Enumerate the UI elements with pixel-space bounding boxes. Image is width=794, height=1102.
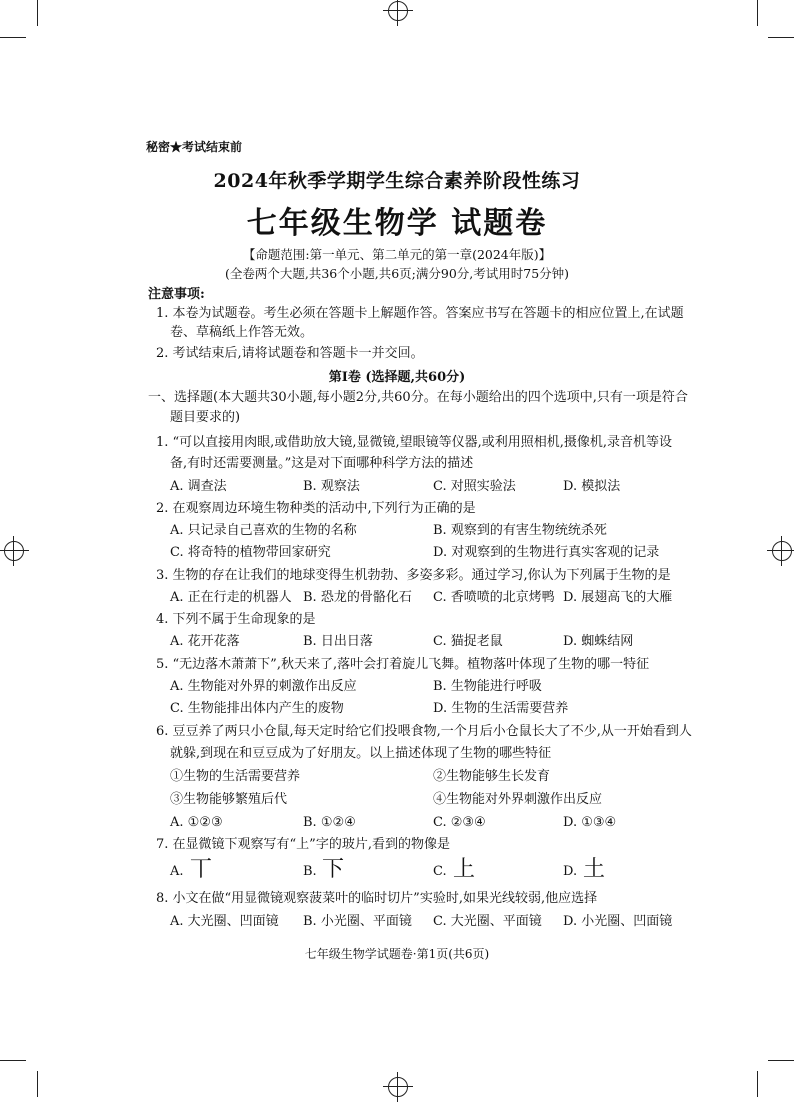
- option-d: D. ①③④: [563, 815, 617, 830]
- crop-mark: [757, 0, 758, 26]
- option-b: B. 恐龙的骨骼化石: [303, 590, 412, 605]
- option-d-glyph: 土: [583, 857, 606, 882]
- crop-mark: [768, 1060, 794, 1061]
- crop-mark: [37, 0, 38, 26]
- option-c: C. 将奇特的植物带回家研究: [170, 545, 331, 560]
- section-heading: 一、选择题(本大题共30小题,每小题2分,共60分。在每小题给出的四个选项中,只有一项是符合: [148, 390, 688, 405]
- part-title: 第Ⅰ卷 (选择题,共60分): [328, 370, 466, 385]
- option-a: A. 生物能对外界的刺激作出反应: [170, 679, 357, 694]
- registration-mark-icon: [388, 1, 408, 21]
- option-b: B. ①②④: [303, 815, 356, 830]
- option-a: A. 只记录自己喜欢的生物的名称: [170, 523, 357, 538]
- option-a: A. ①②③: [170, 815, 223, 830]
- statement-2: ②生物能够生长发育: [433, 769, 551, 784]
- statement-4: ④生物能对外界刺激作出反应: [433, 792, 603, 807]
- question-stem: 8. 小文在做“用显微镜观察菠菜叶的临时切片”实验时,如果光线较弱,他应选择: [156, 891, 598, 906]
- exam-subtitle: 2024年秋季学期学生综合素养阶段性练习: [213, 170, 581, 192]
- option-a: A. 花开花落: [170, 634, 240, 649]
- question-stem: 7. 在显微镜下观察写有“上”字的玻片,看到的物像是: [156, 837, 450, 852]
- question-stem: 4. 下列不属于生命现象的是: [156, 612, 316, 627]
- question-stem: 5. “无边落木萧萧下”,秋天来了,落叶会打着旋儿飞舞。植物落叶体现了生物的哪一特征: [156, 657, 650, 672]
- option-c: C. ②③④: [433, 815, 486, 830]
- option-d: D.: [563, 864, 578, 879]
- question-stem: 6. 豆豆养了两只小仓鼠,每天定时给它们投喂食物,一个月后小仓鼠长大了不少,从一开始看到人: [156, 724, 692, 739]
- question-stem: 1. “可以直接用肉眼,或借助放大镜,显微镜,望眼镜等仪器,或利用照相机,摄像机,录音机等设: [156, 435, 672, 450]
- crop-mark: [757, 1071, 758, 1097]
- confidential-label: 秘密★考试结束前: [146, 140, 243, 154]
- option-d: D. 对观察到的生物进行真实客观的记录: [433, 545, 660, 560]
- question-stem: 就躲,到现在和豆豆成为了好朋友。以上描述体现了生物的哪些特征: [170, 746, 552, 761]
- option-a: A. 正在行走的机器人: [170, 590, 292, 605]
- notice-item: 卷、草稿纸上作答无效。: [170, 325, 314, 340]
- crop-mark: [37, 1071, 38, 1097]
- option-d: D. 生物的生活需要营养: [433, 701, 569, 716]
- statement-1: ①生物的生活需要营养: [170, 769, 301, 784]
- option-b: B. 小光圈、平面镜: [303, 914, 412, 929]
- registration-mark-icon: [4, 541, 24, 561]
- notice-item: 1. 本卷为试题卷。考生必须在答题卡上解题作答。答案应书写在答题卡的相应位置上,在试题: [156, 306, 684, 321]
- crop-mark: [0, 1060, 26, 1061]
- option-c: C. 猫捉老鼠: [433, 634, 503, 649]
- option-c: C. 生物能排出体内产生的废物: [170, 701, 344, 716]
- option-d: D. 模拟法: [563, 479, 621, 494]
- exam-title: 七年级生物学 试题卷: [246, 206, 548, 241]
- crop-mark: [768, 37, 794, 38]
- page-footer: 七年级生物学试题卷·第1页(共6页): [304, 947, 490, 961]
- notice-heading: 注意事项:: [148, 287, 205, 302]
- registration-mark-icon: [388, 1077, 408, 1097]
- option-b: B. 日出日落: [303, 634, 373, 649]
- statement-3: ③生物能够繁殖后代: [170, 792, 288, 807]
- option-d: D. 小光圈、凹面镜: [563, 914, 673, 929]
- option-c: C. 对照实验法: [433, 479, 516, 494]
- question-stem: 2. 在观察周边环境生物种类的活动中,下列行为正确的是: [156, 501, 476, 516]
- exam-scope: 【命题范围:第一单元、第二单元的第一章(2024年版)】: [242, 247, 552, 262]
- registration-mark-icon: [772, 541, 792, 561]
- option-a: A. 调查法: [170, 479, 227, 494]
- option-c-glyph: 上: [453, 857, 476, 882]
- option-a: A. 大光圈、凹面镜: [170, 914, 279, 929]
- notice-item: 2. 考试结束后,请将试题卷和答题卡一并交回。: [156, 346, 424, 361]
- option-b: B.: [303, 864, 317, 879]
- crop-mark: [0, 37, 26, 38]
- option-a: A.: [170, 864, 184, 879]
- section-heading: 题目要求的): [170, 410, 241, 425]
- exam-info: (全卷两个大题,共36个小题,共6页;满分90分,考试用时75分钟): [224, 266, 570, 281]
- option-b: B. 观察法: [303, 479, 360, 494]
- option-c: C.: [433, 864, 447, 879]
- option-a-glyph: 丅: [190, 857, 213, 882]
- option-c: C. 香喷喷的北京烤鸭: [433, 590, 555, 605]
- option-c: C. 大光圈、平面镜: [433, 914, 542, 929]
- question-stem: 3. 生物的存在让我们的地球变得生机勃勃、多姿多彩。通过学习,你认为下列属于生物的是: [156, 568, 671, 583]
- option-b: B. 观察到的有害生物统统杀死: [433, 523, 607, 538]
- option-b-glyph: 下: [322, 857, 345, 882]
- option-d: D. 蜘蛛结网: [563, 634, 634, 649]
- question-stem: 备,有时还需要测量。”这是对下面哪种科学方法的描述: [170, 456, 474, 471]
- option-b: B. 生物能进行呼吸: [433, 679, 542, 694]
- option-d: D. 展翅高飞的大雁: [563, 590, 673, 605]
